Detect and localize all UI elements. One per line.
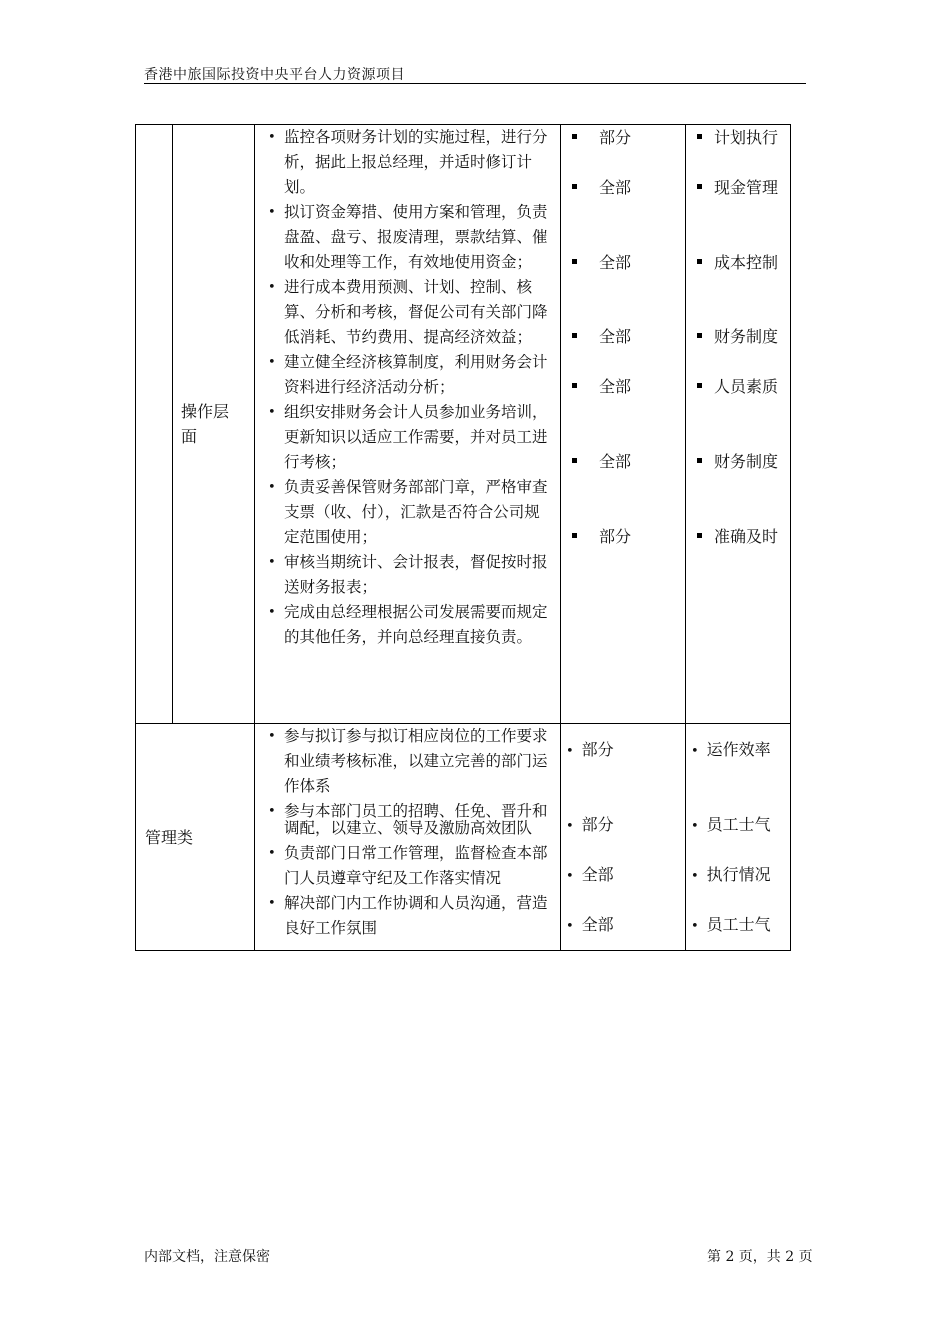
scope-label: 全部 (581, 915, 614, 934)
operation-label-line: 操作层 (181, 402, 230, 421)
square-bullet-icon (572, 134, 577, 139)
square-bullet-icon (572, 184, 577, 189)
kpi-label: 成本控制 (714, 253, 779, 272)
list-item: • 建立健全经济核算制度，利用财务会计资料进行经济活动分析； (266, 350, 552, 400)
page-header-title: 香港中旅国际投资中央平台人力资源项目 (144, 67, 405, 83)
list-item: • 参与拟订参与拟订相应岗位的工作要求和业绩考核标准，以建立完善的部门运作体系 (266, 724, 552, 799)
list-item: • 监控各项财务计划的实施过程，进行分析，据此上报总经理，并适时修订计划。 (266, 125, 552, 200)
bullet-icon: • (566, 869, 574, 884)
square-bullet-icon (697, 134, 702, 139)
square-bullet-icon (572, 333, 577, 338)
kpi-item (691, 862, 771, 889)
scope-label: 全部 (599, 178, 632, 197)
scope-label: 部分 (581, 740, 614, 759)
kpi-item (697, 374, 778, 399)
scope-label: 部分 (599, 128, 632, 147)
list-item: • 负责部门日常工作管理，监督检查本部门人员遵章守纪及工作落实情况 (266, 841, 552, 891)
list-item: • 进行成本费用预测、计划、控制、核算、分析和考核，督促公司有关部门降低消耗、节约费用、提高经济效益； (266, 275, 552, 350)
scope-label: 全部 (599, 327, 632, 346)
scope-item (566, 912, 614, 939)
scope-label: 全部 (599, 452, 632, 471)
square-bullet-icon (572, 533, 577, 538)
management-duties-list (266, 724, 552, 941)
footer-page-number: 第 2 页，共 2 页 (707, 1249, 813, 1265)
scope-item (572, 449, 631, 474)
square-bullet-icon (697, 333, 702, 338)
square-bullet-icon (697, 184, 702, 189)
kpi-item (691, 912, 771, 939)
square-bullet-icon (697, 458, 702, 463)
bullet-icon: • (566, 744, 574, 759)
bullet-icon: • (691, 869, 699, 884)
footer-confidential-note: 内部文档，注意保密 (144, 1249, 270, 1265)
kpi-label: 财务制度 (714, 452, 779, 471)
kpi-item (697, 125, 778, 150)
scope-item (572, 374, 631, 399)
scope-item (566, 812, 614, 839)
operation-level-label (181, 399, 229, 449)
table-col-divider (685, 124, 686, 951)
kpi-item (697, 324, 778, 349)
kpi-label: 准确及时 (714, 527, 779, 546)
list-item: • 拟订资金筹措、使用方案和管理，负责盘盈、盘亏、报废清理，票款结算、催收和处理等工作，有效地使用资金； (266, 200, 552, 275)
bullet-icon: • (691, 919, 699, 934)
scope-label: 全部 (581, 865, 614, 884)
kpi-item (697, 175, 778, 200)
kpi-item (697, 449, 778, 474)
scope-label: 部分 (581, 815, 614, 834)
list-item: • 审核当期统计、会计报表，督促按时报送财务报表； (266, 550, 552, 600)
operation-duties-list (266, 125, 552, 650)
scope-item (572, 250, 631, 275)
table-bottom-border (135, 950, 791, 951)
table-inner-divider (172, 124, 173, 724)
kpi-label: 执行情况 (706, 865, 771, 884)
square-bullet-icon (697, 259, 702, 264)
kpi-item (691, 812, 771, 839)
square-bullet-icon (572, 259, 577, 264)
kpi-label: 运作效率 (706, 740, 771, 759)
kpi-label: 计划执行 (714, 128, 779, 147)
scope-item (572, 524, 631, 549)
scope-item (566, 737, 614, 764)
scope-label: 部分 (599, 527, 632, 546)
kpi-label: 员工士气 (706, 915, 771, 934)
square-bullet-icon (572, 458, 577, 463)
table-col-divider (560, 124, 561, 951)
list-item: • 完成由总经理根据公司发展需要而规定的其他任务，并向总经理直接负责。 (266, 600, 552, 650)
square-bullet-icon (697, 383, 702, 388)
table-col-divider (254, 124, 255, 951)
scope-label: 全部 (599, 377, 632, 396)
bullet-icon: • (566, 819, 574, 834)
operation-label-line: 面 (181, 427, 198, 446)
bullet-icon: • (691, 744, 699, 759)
table-right-border (790, 124, 791, 951)
scope-item (572, 324, 631, 349)
table-left-border (135, 124, 136, 951)
kpi-label: 人员素质 (714, 377, 779, 396)
scope-item (572, 125, 631, 150)
kpi-label: 财务制度 (714, 327, 779, 346)
kpi-item (697, 524, 778, 549)
list-item: • 解决部门内工作协调和人员沟通，营造良好工作氛围 (266, 891, 552, 941)
kpi-item (691, 737, 771, 764)
scope-label: 全部 (599, 253, 632, 272)
scope-item (566, 862, 614, 889)
kpi-label: 员工士气 (706, 815, 771, 834)
square-bullet-icon (572, 383, 577, 388)
square-bullet-icon (697, 533, 702, 538)
list-item: • 组织安排财务会计人员参加业务培训，更新知识以适应工作需要，并对员工进行考核； (266, 400, 552, 475)
bullet-icon: • (566, 919, 574, 934)
kpi-item (697, 250, 778, 275)
management-category-label: 管理类 (145, 828, 194, 847)
kpi-label: 现金管理 (714, 178, 779, 197)
bullet-icon: • (691, 819, 699, 834)
list-item: • 参与本部门员工的招聘、任免、晋升和调配，以建立、领导及激励高效团队 (266, 803, 552, 837)
list-item: • 负责妥善保管财务部部门章，严格审查支票（收、付），汇款是否符合公司规定范围使用； (266, 475, 552, 550)
scope-item (572, 175, 631, 200)
